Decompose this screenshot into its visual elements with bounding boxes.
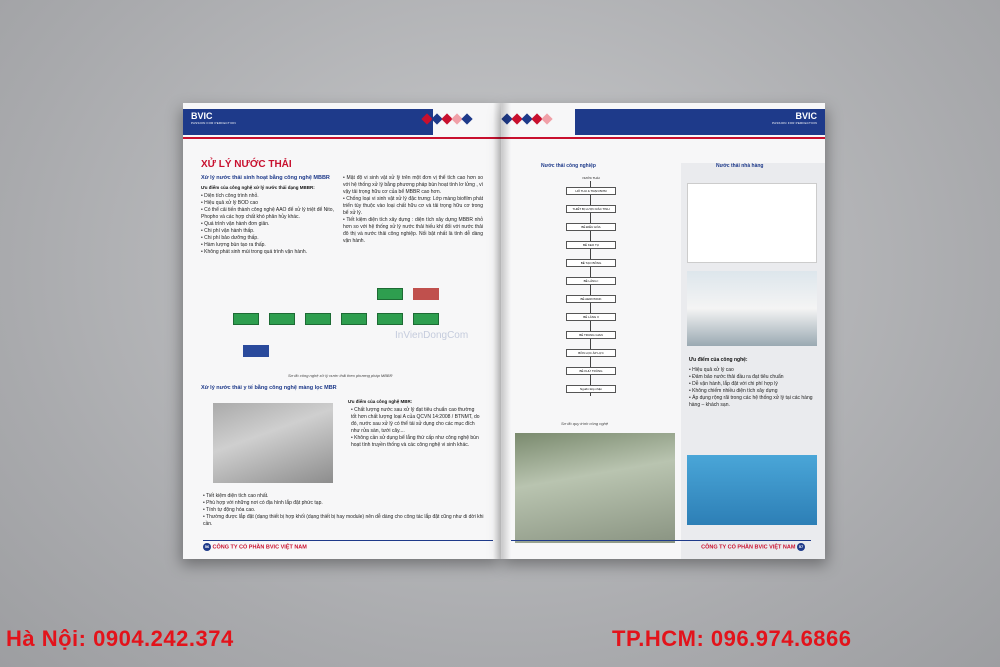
flow-step: BỂ TẠO BÔNG xyxy=(566,259,616,267)
divider xyxy=(183,137,501,139)
flow-caption: Sơ đồ quy trình công nghệ xyxy=(561,421,609,426)
restaurant-heading: Nước thải nhà hàng xyxy=(716,163,764,169)
advantage-list: • Hiệu quả xử lý cao • Đảm bảo nước thải đầu ra đạt tiêu chuẩn • Dễ vận hành, lắp đặt với chi phí hợp lý • Không chiếm nhiều diện tích xây dựng • Áp dụng rộng rãi trong các hệ thống xử lý tại các hàng hàng – khách sạn. xyxy=(689,367,813,408)
flow-node xyxy=(233,313,259,325)
flow-step: BỂ TRUNG GIAN xyxy=(566,331,616,339)
divider xyxy=(501,137,825,139)
flow-step: BỒN LỌC ÁP LỰC xyxy=(566,349,616,357)
flow-node xyxy=(305,313,331,325)
flow-node xyxy=(269,313,295,325)
advantage-heading: Ưu điểm của công nghệ: xyxy=(689,357,748,363)
flow-step: BỂ AEROTANK xyxy=(566,295,616,303)
footer: 56 CÔNG TY CỔ PHẦN BVIC VIỆT NAM xyxy=(204,544,307,551)
brochure xyxy=(183,95,825,563)
diamond-decoration xyxy=(423,115,471,123)
flow-step: BỂ KHỬ TRÙNG xyxy=(566,367,616,375)
flow-step: NƯỚC THẢI xyxy=(582,176,600,180)
hanoi-phone: Hà Nội: 0904.242.374 xyxy=(6,626,234,651)
flow-node xyxy=(341,313,367,325)
flow-node xyxy=(377,313,403,325)
mbr-equipment-image xyxy=(213,403,333,483)
flow-node xyxy=(377,288,403,300)
feature-list: • Tiết kiệm diện tích cao nhất. • Phù hợp với những nơi có địa hình lắp đặt phức tạp. • Tính tự động hóa cao. • Thường được lắp đặt (dạng thiết bị hợp khối (dạng thiết bị hay module) nên dễ dàng cho công tác lắp đặt cũng như di dời khi cần. xyxy=(203,493,484,527)
watermark: InVienDongCom xyxy=(395,330,469,341)
flow-step: BỂ KEO TỤ xyxy=(566,241,616,249)
treatment-plant-photo xyxy=(515,433,675,543)
mbbr-flow-diagram xyxy=(233,283,463,363)
flow-step: BỂ LẮNG I xyxy=(566,277,616,285)
footer-line xyxy=(511,540,811,541)
section-heading: Xử lý nước thải sinh hoạt bằng công nghệ MBBR xyxy=(201,175,330,181)
bvic-logo: BVIC PASSION FOR PERFECTION xyxy=(772,111,817,125)
footer-line xyxy=(203,540,493,541)
advantage-list: • Chất lượng nước sau xử lý đạt tiêu chuẩn cao thường tốt hơn chất lượng loại A của QCVN 14:2008 / BTNMT, do đó, nước sau xử lý có thể tái sử dụng cho các mục đích như rửa sàn, tưới cây.... • Không cần sử dụng bể lắng thứ cấp như công nghệ bùn hoạt tính truyền thống và các công nghệ vi sinh khác. xyxy=(351,407,480,448)
flow-node xyxy=(243,345,269,357)
footer: CÔNG TY CỔ PHẦN BVIC VIỆT NAM 57 xyxy=(701,544,804,551)
flow-node xyxy=(413,288,439,300)
industrial-heading: Nước thải công nghiệp xyxy=(541,163,596,169)
equipment-photo xyxy=(687,455,817,525)
advantage-list-cont: • Mật độ vi sinh vật xử lý trên một đơn vị thể tích cao hơn so với hệ thống xử lý bằng phương pháp bùn hoạt tính lơ lửng , vì vậy tải trọng hữu cơ của bể MBBR cao hơn. • Chống loại vi sinh vật xử lý đặc trưng: Lớp màng biofilm phát triển tùy thuộc vào loại chất hữu cơ và tải trọng hữu cơ trong bể xử lý. • Tiết kiệm diện tích xây dựng : diện tích xây dựng MBBR nhỏ hơn so với hệ thống xử lý nước thải hiếu khí đối với nước thải đô thị và nước thải công nghiệp. Nối bật nhất là tính dễ dàng vận hành. xyxy=(343,175,483,244)
flow-node xyxy=(413,313,439,325)
tank-photo xyxy=(687,271,817,346)
flow-step: BỂ ĐIỀU HÒA xyxy=(566,223,616,231)
flow-step: THIẾT BỊ LƯỢC RÁC TINH xyxy=(566,205,616,213)
flow-step: BỂ LẮNG II xyxy=(566,313,616,321)
hcm-phone: TP.HCM: 096.974.6866 xyxy=(612,626,852,651)
flow-caption: Sơ đồ công nghệ xử lý nước thải theo phương pháp MBBR xyxy=(288,373,393,378)
flow-step: Nguồn tiếp nhận xyxy=(566,385,616,393)
section-heading: Xử lý nước thải y tế bằng công nghệ màng lọc MBR xyxy=(201,385,337,391)
system-diagram-image xyxy=(687,183,817,263)
flow-step: HỐ THU & TRẠN BƠM xyxy=(566,187,616,195)
advantage-heading: Ưu điểm của công nghệ MBR: xyxy=(348,399,413,404)
bvic-logo: BVIC PASSION FOR PERFECTION xyxy=(191,111,236,125)
spine-shadow xyxy=(493,103,511,559)
advantage-list: • Diện tích công trình nhỏ. • Hiệu quả xử lý BOD cao • Có thể cải tiến thành công nghệ AAO để xử lý triệt để Nito, Phopho và các hợp chất khó phân hủy khác. • Quá trình vận hành đơn giản. • Chi phí vận hành thấp. • Chi phí bảo dưỡng thấp. • Hàm lượng bùn tạo ra thấp. • Không phát sinh mùi trong quá trình vận hành. xyxy=(201,193,334,255)
process-flow-diagram xyxy=(526,173,676,423)
page-title: XỬ LÝ NƯỚC THẢI xyxy=(201,159,292,170)
advantage-heading: Ưu điểm của công nghệ xử lý nước thải dạng MBBR: xyxy=(201,185,315,190)
right-page xyxy=(501,103,825,559)
